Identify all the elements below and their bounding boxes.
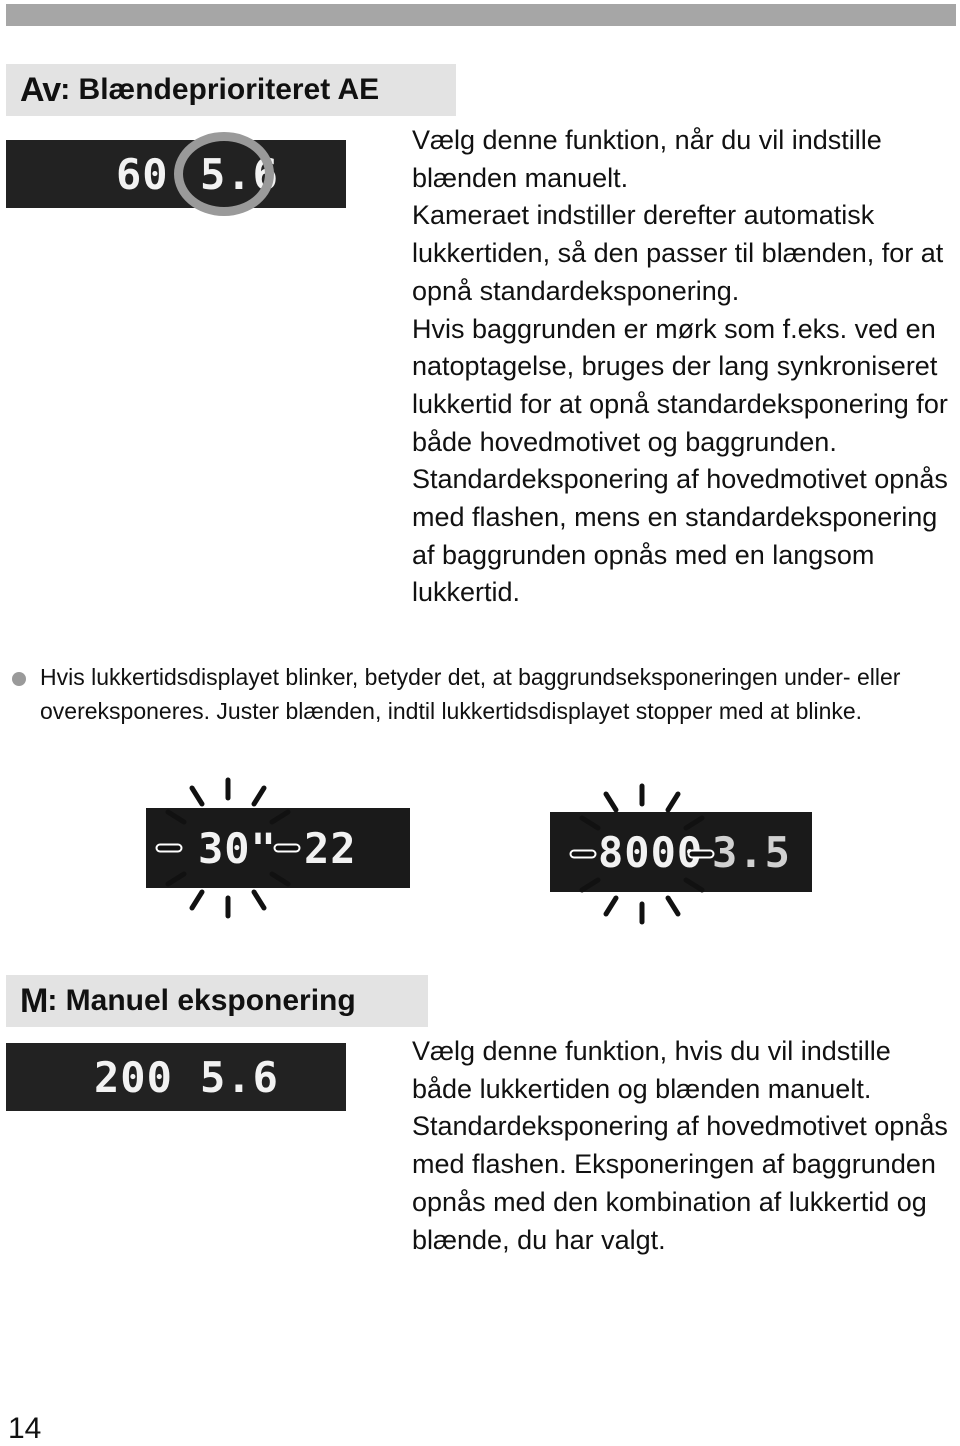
lcd-shutter-value: 30" bbox=[198, 824, 277, 873]
section-header-m bbox=[6, 975, 428, 1027]
lcd-aperture-value: 5.6 bbox=[200, 150, 279, 199]
bullet-dot-icon bbox=[12, 672, 26, 686]
section-header-av bbox=[6, 64, 456, 116]
blink-burst-icon bbox=[556, 774, 736, 934]
bullet-note bbox=[12, 660, 952, 728]
bullet-text: Hvis lukkertidsdisplayet blinker, betyder det, at baggrundseksponeringen under- eller overeksponeres. Juster blænden, indtil lukkertidsdisplayet stopper med at blinke. bbox=[40, 664, 901, 724]
lcd-aperture-value: 5.6 bbox=[200, 1053, 279, 1102]
paragraph: Vælg denne funktion, hvis du vil indstille både lukkertiden og blænden manuelt. Standardeksponering af hovedmotivet opnås med flashen. Eksponeringen af baggrunden opnås med den kombination af lukkertid og blænde, du har valgt. bbox=[412, 1036, 948, 1255]
lcd-shutter-value: 8000 bbox=[598, 828, 704, 877]
aperture-highlight-ring bbox=[174, 132, 274, 216]
paragraph: Vælg denne funktion, når du vil indstille blænden manuelt. bbox=[412, 125, 882, 193]
paragraph: Kameraet indstiller derefter automatisk lukkertiden, så den passer til blænden, for at opnå standardeksponering. bbox=[412, 200, 944, 306]
lcd-panel-av bbox=[6, 140, 346, 208]
top-bar bbox=[6, 4, 956, 26]
av-description bbox=[412, 122, 952, 612]
lcd-aperture-value: 22 bbox=[304, 824, 357, 873]
lcd-aperture-value: 3.5 bbox=[712, 828, 791, 877]
page-number: 14 bbox=[8, 1412, 42, 1445]
section-title: : Blændeprioriteret AE bbox=[60, 73, 380, 106]
lcd-panel-m bbox=[6, 1043, 346, 1111]
lcd-shutter-value: 200 bbox=[94, 1053, 173, 1102]
section-title: : Manuel eksponering bbox=[47, 984, 356, 1017]
paragraph: Hvis baggrunden er mørk som f.eks. ved en natoptagelse, bruges der lang synkroniseret lukkertid for at opnå standardeksponering for både hovedmotivet og baggrunden. Standardeksponering af hovedmotivet opnås med flashen, mens en standardeksponering af baggrunden opnås med en langsom lukkertid. bbox=[412, 313, 948, 608]
m-mode-symbol: M bbox=[20, 981, 48, 1020]
m-description bbox=[412, 1033, 952, 1259]
lcd-shutter-value: 60 bbox=[116, 150, 169, 199]
blink-burst-icon bbox=[146, 770, 316, 930]
av-mode-symbol: Av bbox=[20, 70, 61, 109]
